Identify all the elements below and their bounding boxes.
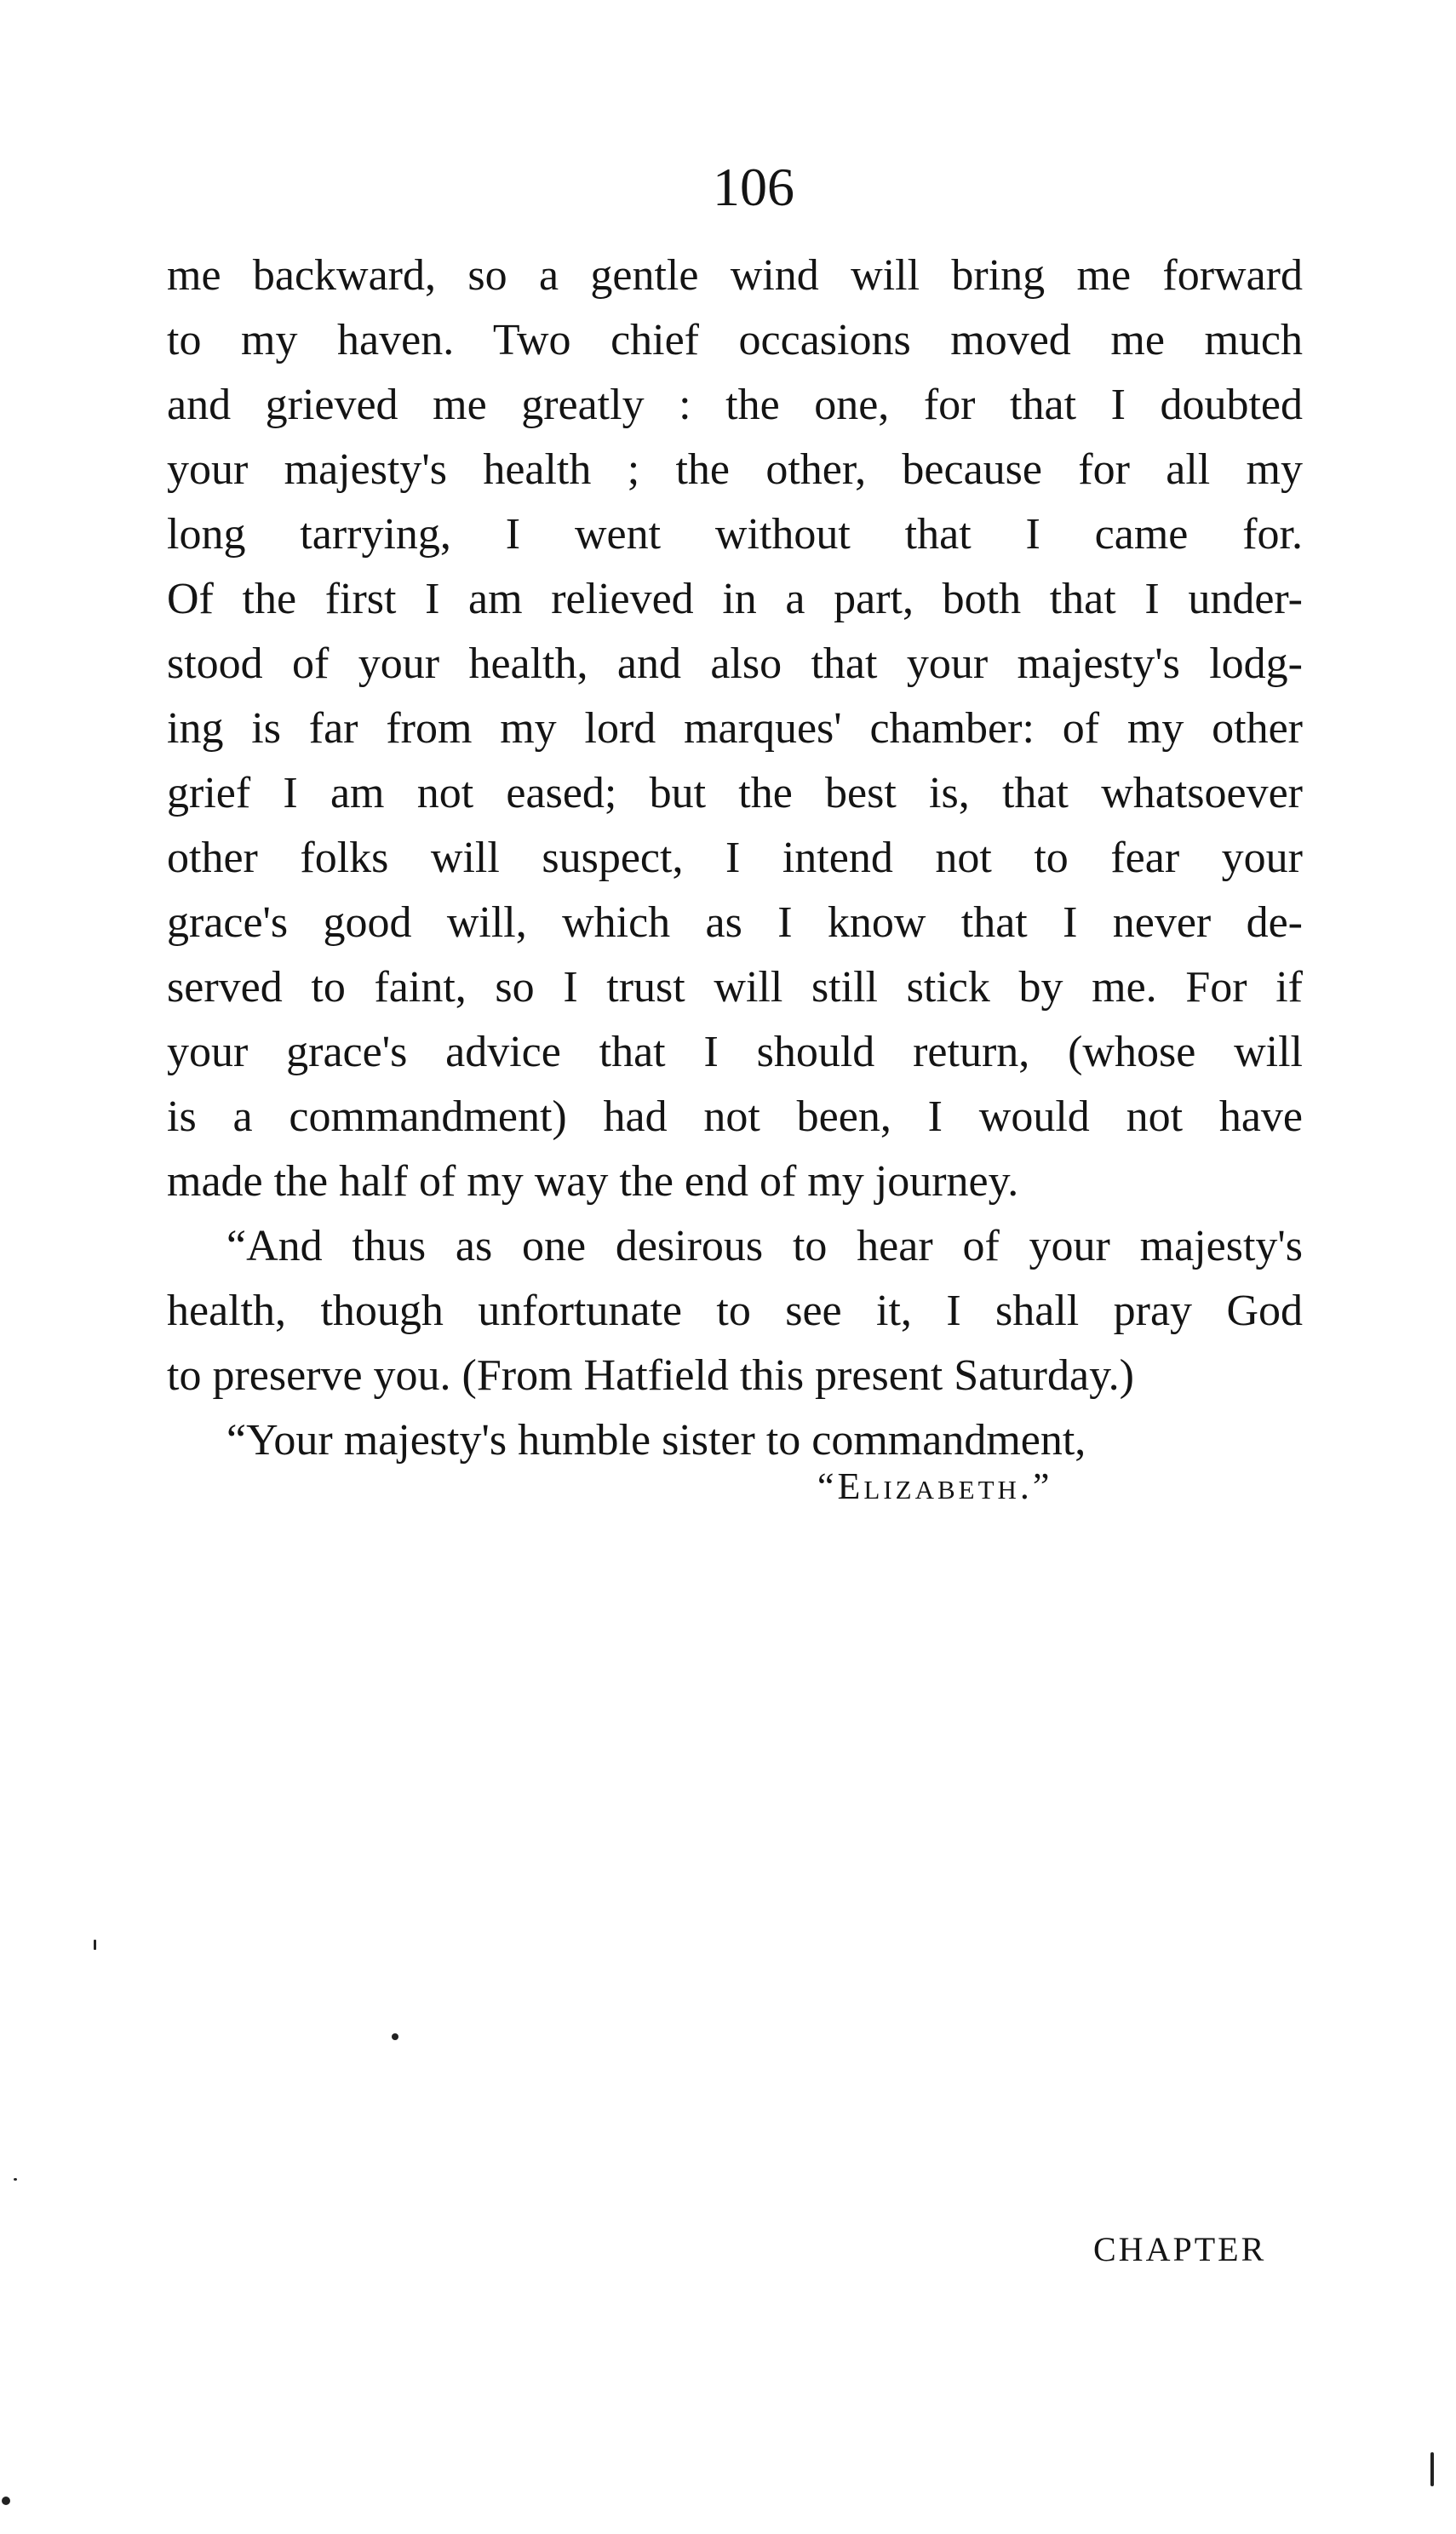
text-line: Of the first I am relieved in a part, both that I under- bbox=[167, 575, 1303, 623]
text-line: and grieved me greatly : the one, for that I doubted bbox=[167, 381, 1303, 429]
ink-speck bbox=[14, 2178, 17, 2181]
ink-speck bbox=[1430, 2452, 1434, 2486]
letter-text bbox=[167, 244, 1303, 1473]
text-line: grief I am not eased; but the best is, that whatsoever bbox=[167, 769, 1303, 817]
text-line: is a commandment) had not been, I would not have bbox=[167, 1092, 1303, 1141]
text-line: served to faint, so I trust will still stick by me. For if bbox=[167, 963, 1303, 1012]
text-line: stood of your health, and also that your majesty's lodg- bbox=[167, 639, 1303, 688]
text-line: long tarrying, I went without that I came for. bbox=[167, 510, 1303, 559]
text-line: “Your majesty's humble sister to commandment, bbox=[226, 1416, 1086, 1465]
ink-speck bbox=[94, 1940, 96, 1950]
signature: “Elizabeth.” bbox=[817, 1465, 1053, 1507]
text-line: to my haven. Two chief occasions moved me much bbox=[167, 316, 1303, 364]
text-line: made the half of my way the end of my journey. bbox=[167, 1157, 1019, 1206]
text-line: “And thus as one desirous to hear of your majesty's bbox=[226, 1222, 1303, 1270]
text-line: me backward, so a gentle wind will bring me forward bbox=[167, 251, 1303, 300]
page-number: 106 bbox=[713, 157, 794, 217]
text-line: grace's good will, which as I know that I never de- bbox=[167, 898, 1303, 947]
text-line: your grace's advice that I should return, (whose will bbox=[167, 1028, 1303, 1076]
catchword: CHAPTER bbox=[1093, 2230, 1267, 2268]
text-line: health, though unfortunate to see it, I shall pray God bbox=[167, 1287, 1303, 1335]
ink-speck bbox=[2, 2497, 10, 2505]
text-line: your majesty's health ; the other, because for all my bbox=[167, 445, 1303, 494]
ink-speck bbox=[392, 2033, 398, 2040]
text-line: to preserve you. (From Hatfield this present Saturday.) bbox=[167, 1351, 1135, 1400]
text-line: other folks will suspect, I intend not to fear your bbox=[167, 834, 1303, 882]
text-line: ing is far from my lord marques' chamber: of my other bbox=[167, 704, 1303, 753]
